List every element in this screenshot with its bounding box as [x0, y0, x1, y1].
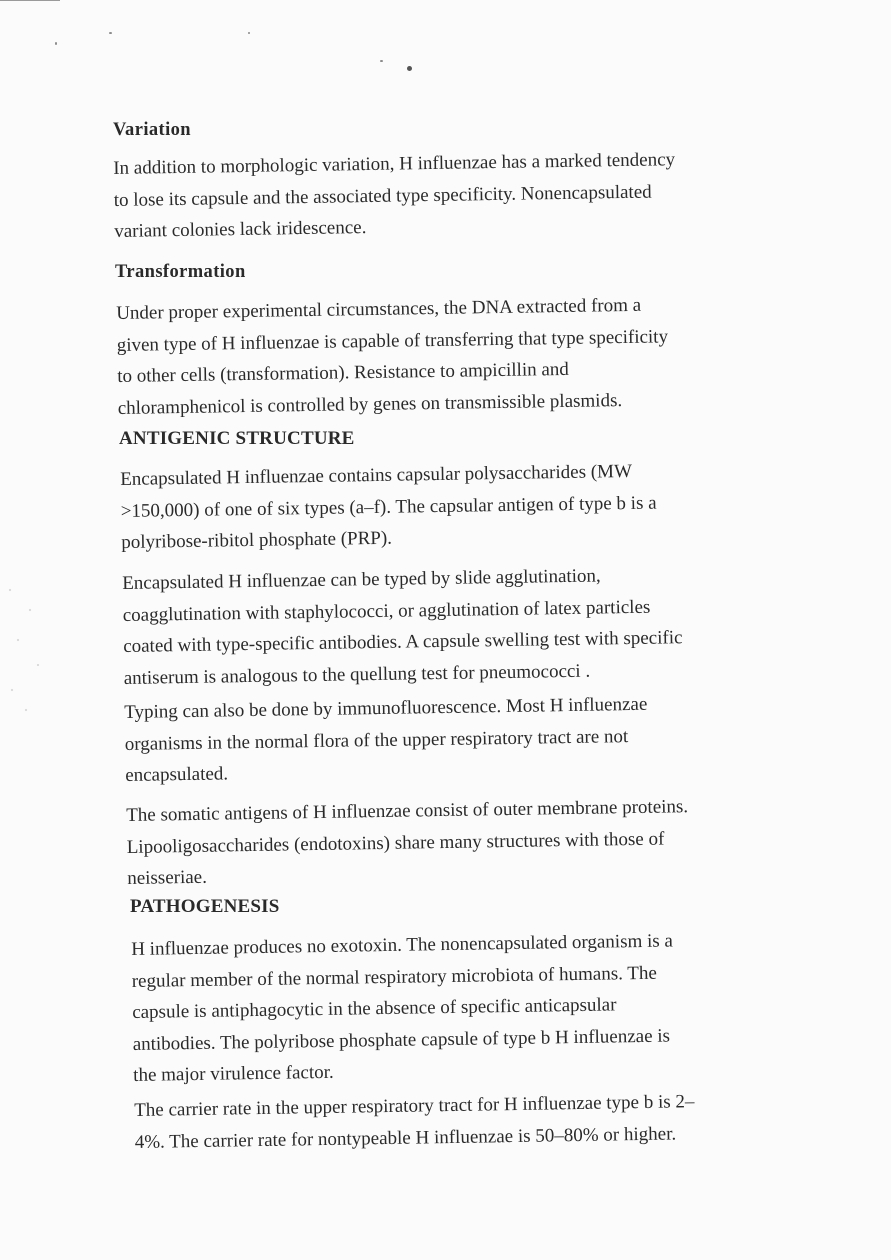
scan-edge-line: [0, 0, 60, 1]
scan-speck: [380, 60, 383, 62]
section-heading-antigenic-structure: ANTIGENIC STRUCTURE: [119, 428, 355, 449]
text-line: capsule is antiphagocytic in the absence of specific anticapsular: [132, 994, 617, 1023]
text-line: encapsulated.: [125, 763, 229, 786]
text-line: neisseriae.: [127, 866, 208, 889]
text-line: Lipooligosaccharides (endotoxins) share many structures with those of: [126, 828, 665, 858]
paragraph: [131, 924, 783, 1092]
text-line: Encapsulated H influenzae can be typed by slide agglutination,: [122, 565, 601, 594]
text-line: the major virulence factor.: [133, 1061, 334, 1086]
text-line: Typing can also be done by immunofluorescence. Most H influenzae: [124, 693, 648, 723]
text-line: given type of H influenzae is capable of transferring that type specificity: [116, 325, 669, 356]
paragraph: [122, 558, 774, 694]
scan-speck: [55, 42, 57, 45]
paragraph: [120, 454, 771, 559]
text-line: The carrier rate in the upper respiratory tract for H influenzae type b is 2–: [134, 1091, 695, 1121]
text-line: coated with type-specific antibodies. A capsule swelling test with specific: [123, 627, 683, 657]
text-line: 4%. The carrier rate for nontypeable H influenzae is 50–80% or higher.: [134, 1122, 677, 1153]
scan-speck: [109, 32, 112, 34]
paragraph: [134, 1085, 785, 1158]
text-line: polyribose-ribitol phosphate (PRP).: [121, 527, 393, 553]
text-line: H influenzae produces no exotoxin. The nonencapsulated organism is a: [131, 930, 674, 960]
scan-speck: [248, 32, 250, 34]
section-heading-pathogenesis: PATHOGENESIS: [130, 896, 280, 917]
text-line: regular member of the normal respiratory microbiota of humans. The: [131, 962, 657, 992]
section-heading-transformation: Transformation: [115, 262, 246, 282]
text-line: organisms in the normal flora of the upper respiratory tract are not: [124, 725, 629, 755]
paragraph: [116, 288, 768, 424]
paragraph: [113, 143, 764, 248]
scan-speck: [407, 66, 412, 71]
section-heading-variation: Variation: [113, 120, 191, 140]
text-line: The somatic antigens of H influenzae consist of outer membrane proteins.: [126, 796, 689, 826]
text-line: variant colonies lack iridescence.: [114, 217, 367, 242]
scan-noise: [0, 570, 48, 720]
text-line: >150,000) of one of six types (a–f). The capsular antigen of type b is a: [120, 492, 657, 522]
text-line: chloramphenicol is controlled by genes on transmissible plasmids.: [117, 389, 623, 419]
paragraph: [124, 687, 775, 792]
paragraph: [126, 790, 777, 895]
text-line: Under proper experimental circumstances, the DNA extracted from a: [116, 294, 642, 324]
text-line: coagglutination with staphylococci, or agglutination of latex particles: [122, 596, 651, 626]
text-line: antibodies. The polyribose phosphate capsule of type b H influenzae is: [132, 1025, 671, 1055]
text-line: to other cells (transformation). Resistance to ampicillin and: [117, 358, 569, 387]
text-line: In addition to morphologic variation, H influenzae has a marked tendency: [113, 149, 676, 179]
text-line: antiserum is analogous to the quellung test for pneumococci .: [123, 660, 591, 689]
text-line: to lose its capsule and the associated type specificity. Nonencapsulated: [113, 181, 652, 211]
text-line: Encapsulated H influenzae contains capsular polysaccharides (MW: [120, 460, 633, 490]
